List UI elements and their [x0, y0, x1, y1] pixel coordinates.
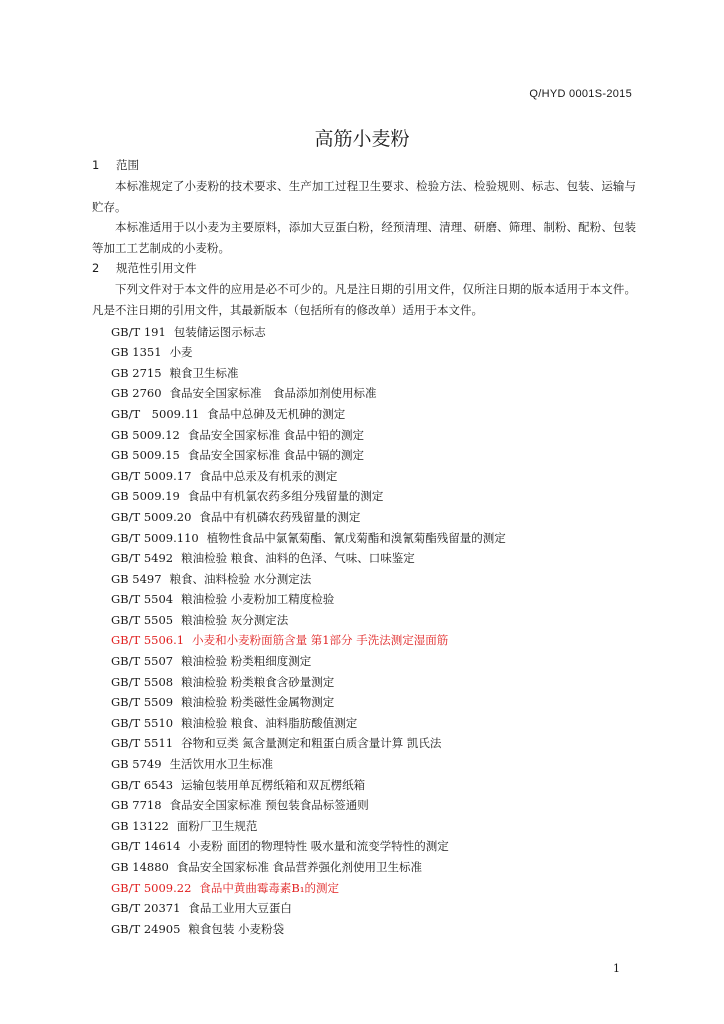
reference-item — [92, 383, 636, 404]
reference-code: GB 7718 — [111, 798, 162, 813]
reference-code: GB/T 5009.110 — [111, 530, 199, 545]
reference-code: GB/T 5505 — [111, 612, 174, 627]
reference-item — [92, 342, 636, 363]
reference-title: 面粉厂卫生规范 — [176, 818, 258, 833]
reference-title: 运输包装用单瓦楞纸箱和双瓦楞纸箱 — [181, 777, 366, 792]
reference-code: GB 13122 — [111, 818, 169, 833]
reference-item — [92, 610, 636, 631]
reference-item — [92, 898, 636, 919]
reference-item — [92, 919, 636, 940]
reference-item — [92, 548, 636, 569]
reference-item — [92, 507, 636, 528]
reference-item — [92, 589, 636, 610]
section-title: 范围 — [116, 158, 139, 172]
reference-code: GB/T 5511 — [111, 736, 174, 751]
reference-code: GB 5749 — [111, 757, 162, 772]
reference-item — [92, 754, 636, 775]
reference-item — [92, 816, 636, 837]
scope-paragraph: 本标准适用于以小麦为主要原料，添加大豆蛋白粉，经预清理、清理、研磨、筛理、制粉、配粉、包装等加工工艺制成的小麦粉。 — [92, 220, 636, 255]
reference-code: GB 2760 — [111, 386, 162, 401]
reference-item — [92, 425, 636, 446]
page-number: 1 — [613, 962, 620, 975]
section-heading-normative-references — [92, 258, 636, 279]
reference-title: 粮油检验 粉类粮食含砂量测定 — [181, 674, 335, 689]
reference-code: GB/T 5508 — [111, 674, 174, 689]
reference-title: 谷物和豆类 氮含量测定和粗蛋白质含量计算 凯氏法 — [181, 736, 442, 751]
reference-code: GB/T 14614 — [111, 839, 181, 854]
reference-code: GB/T 5009.11 — [111, 406, 200, 421]
reference-title: 食品工业用大豆蛋白 — [188, 901, 292, 916]
reference-code: GB/T 20371 — [111, 901, 181, 916]
reference-code: GB 5009.15 — [111, 448, 180, 463]
reference-item — [92, 486, 636, 507]
reference-item — [92, 857, 636, 878]
reference-item — [92, 569, 636, 590]
document-title: 高筋小麦粉 — [314, 128, 410, 150]
reference-code: GB/T 5509 — [111, 695, 174, 710]
reference-code: GB/T 5009.22 — [111, 880, 192, 895]
reference-code: GB/T 5507 — [111, 654, 174, 669]
reference-code: GB/T 5510 — [111, 715, 174, 730]
reference-title: 小麦粉 面团的物理特性 吸水量和流变学特性的测定 — [188, 839, 449, 854]
references-intro-paragraph: 下列文件对于本文件的应用是必不可少的。凡是注日期的引用文件，仅所注日期的版本适用于本文件。凡是不注日期的引用文件，其最新版本（包括所有的修改单）适用于本文件。 — [92, 282, 636, 317]
reference-item — [92, 528, 636, 549]
reference-list — [92, 322, 636, 940]
reference-title: 食品中总砷及无机砷的测定 — [207, 406, 346, 421]
reference-item — [92, 466, 636, 487]
reference-item — [92, 733, 636, 754]
reference-item — [92, 878, 636, 899]
reference-title: 食品安全国家标准 食品中镉的测定 — [187, 448, 365, 463]
reference-title: 粮油检验 灰分测定法 — [181, 612, 289, 627]
reference-title: 包装储运图示标志 — [173, 324, 266, 339]
reference-code: GB 2715 — [111, 365, 162, 380]
reference-code: GB/T 24905 — [111, 921, 181, 936]
reference-title: 食品安全国家标准 食品添加剂使用标准 — [169, 386, 377, 401]
section-number: 1 — [92, 158, 100, 172]
reference-item — [92, 630, 636, 651]
reference-title: 粮食、油料检验 水分测定法 — [169, 571, 312, 586]
reference-title: 植物性食品中氯氰菊酯、氰戊菊酯和溴氰菊酯残留量的测定 — [206, 530, 506, 545]
scope-paragraph: 本标准规定了小麦粉的技术要求、生产加工过程卫生要求、检验方法、检验规则、标志、包装、运输与贮存。 — [92, 179, 636, 214]
reference-item — [92, 795, 636, 816]
reference-item — [92, 713, 636, 734]
reference-title: 粮油检验 粮食、油料脂肪酸值测定 — [181, 715, 358, 730]
reference-title: 食品中有机磷农药残留量的测定 — [199, 509, 361, 524]
reference-code: GB 1351 — [111, 345, 162, 360]
reference-code: GB/T 5009.20 — [111, 509, 192, 524]
reference-title: 食品安全国家标准 预包装食品标签通则 — [169, 798, 369, 813]
reference-item — [92, 775, 636, 796]
reference-title: 食品中有机氯农药多组分残留量的测定 — [187, 489, 384, 504]
reference-title: 食品中总汞及有机汞的测定 — [199, 468, 338, 483]
reference-item — [92, 363, 636, 384]
reference-item — [92, 322, 636, 343]
section-number: 2 — [92, 261, 100, 276]
reference-code: GB/T 191 — [111, 324, 166, 339]
reference-code: GB 5009.12 — [111, 427, 180, 442]
reference-code: GB/T 6543 — [111, 777, 174, 792]
reference-item — [92, 692, 636, 713]
reference-code: GB/T 5492 — [111, 551, 174, 566]
reference-item — [92, 672, 636, 693]
reference-title: 粮油检验 粉类粗细度测定 — [181, 654, 312, 669]
reference-title: 粮食包装 小麦粉袋 — [188, 921, 285, 936]
reference-title: 粮油检验 小麦粉加工精度检验 — [181, 592, 335, 607]
reference-code: GB/T 5009.17 — [111, 468, 192, 483]
reference-item — [92, 445, 636, 466]
reference-code: GB 5497 — [111, 571, 162, 586]
section-title: 规范性引用文件 — [116, 261, 197, 276]
reference-title: 小麦和小麦粉面筋含量 第1部分 手洗法测定湿面筋 — [192, 633, 449, 648]
document-body — [92, 155, 636, 939]
reference-item — [92, 651, 636, 672]
reference-item — [92, 836, 636, 857]
section-heading-scope — [92, 155, 636, 176]
reference-code: GB/T 5504 — [111, 592, 174, 607]
reference-title: 食品安全国家标准 食品中铅的测定 — [187, 427, 365, 442]
reference-title: 食品中黄曲霉毒素B₁的测定 — [199, 880, 339, 895]
reference-title: 粮油检验 粮食、油料的色泽、气味、口味鉴定 — [181, 551, 415, 566]
reference-title: 粮油检验 粉类磁性金属物测定 — [181, 695, 335, 710]
reference-code: GB 14880 — [111, 860, 169, 874]
reference-item — [92, 404, 636, 425]
standard-code: Q/HYD 0001S-2015 — [529, 88, 632, 100]
reference-title: 食品安全国家标准 食品营养强化剂使用卫生标准 — [176, 860, 423, 874]
reference-title: 生活饮用水卫生标准 — [169, 757, 274, 772]
reference-title: 粮食卫生标准 — [169, 365, 239, 380]
reference-title: 小麦 — [169, 345, 193, 360]
reference-code: GB/T 5506.1 — [111, 633, 185, 648]
reference-code: GB 5009.19 — [111, 489, 180, 504]
